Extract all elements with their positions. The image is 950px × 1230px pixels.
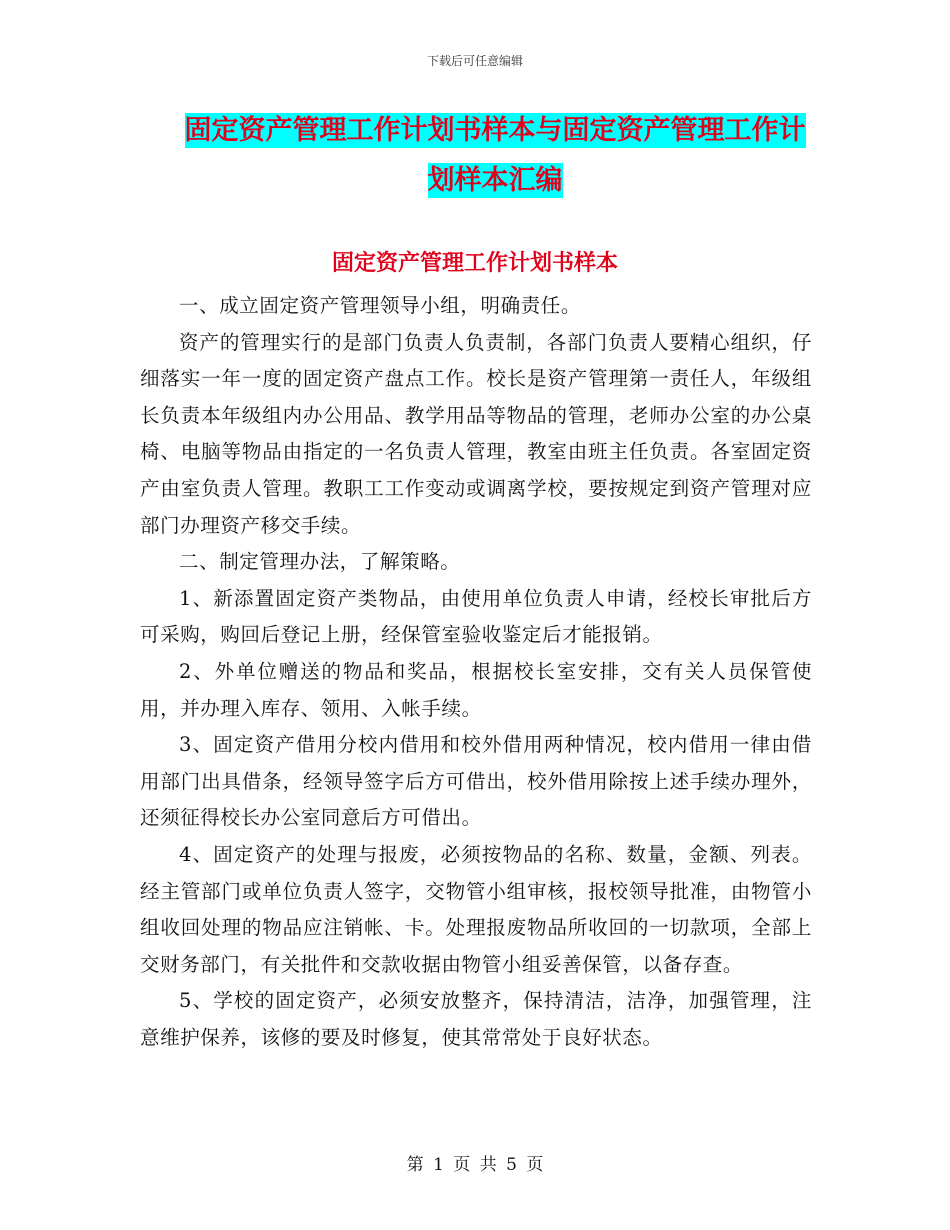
paragraph-4: 1、新添置固定资产类物品，由使用单位负责人申请，经校长审批后方可采购，购回后登记上册，经保管室验收鉴定后才能报销。 <box>140 586 812 647</box>
section-title: 固定资产管理工作计划书样本 <box>331 251 618 276</box>
header-note: 下载后可任意编辑 <box>426 54 523 68</box>
paragraph-6: 3、固定资产借用分校内借用和校外借用两种情况，校内借用一律由借用部门出具借条，经领导签字后方可借出，校外借用除按上述手续办理外，还须征得校长办公室同意后方可借出。 <box>140 733 812 830</box>
document-body <box>140 288 812 1056</box>
paragraph-8: 5、学校的固定资产，必须安放整齐，保持清洁，洁净，加强管理，注意维护保养，该修的要及时修复，使其常常处于良好状态。 <box>140 989 812 1049</box>
document-title-line-1: 固定资产管理工作计划书样本与固定资产管理工作计 <box>184 115 806 146</box>
paragraph-5: 2、外单位赠送的物品和奖品，根据校长室安排，交有关人员保管使用，并办理入库存、领用、入帐手续。 <box>140 659 812 720</box>
paragraph-2: 资产的管理实行的是部门负责人负责制，各部门负责人要精心组织，仔细落实一年一度的固定资产盘点工作。校长是资产管理第一责任人，年级组长负责本年级组内办公用品、教学用品等物品的管理，老师办公室的办公桌椅、电脑等物品由指定的一名负责人管理，教室由班主任负责。各室固定资产由室负责人管理。教职工工作变动或调离学校，要按规定到资产管理对应部门办理资产移交手续。 <box>140 330 812 537</box>
document-title <box>150 106 840 206</box>
paragraph-3: 二、制定管理办法，了解策略。 <box>179 550 461 574</box>
document-title-line-2: 划样本汇编 <box>427 165 563 196</box>
paragraph-7: 4、固定资产的处理与报废，必须按物品的名称、数量，金额、列表。经主管部门或单位负责人签字，交物管小组审核，报校领导批准，由物管小组收回处理的物品应注销帐、卡。处理报废物品所收回的一切款项，全部上交财务部门，有关批件和交款收据由物管小组妥善保管，以备存查。 <box>140 842 812 976</box>
page-footer: 第 1 页 共 5 页 <box>406 1155 544 1175</box>
paragraph-1: 一、成立固定资产管理领导小组，明确责任。 <box>179 294 582 317</box>
